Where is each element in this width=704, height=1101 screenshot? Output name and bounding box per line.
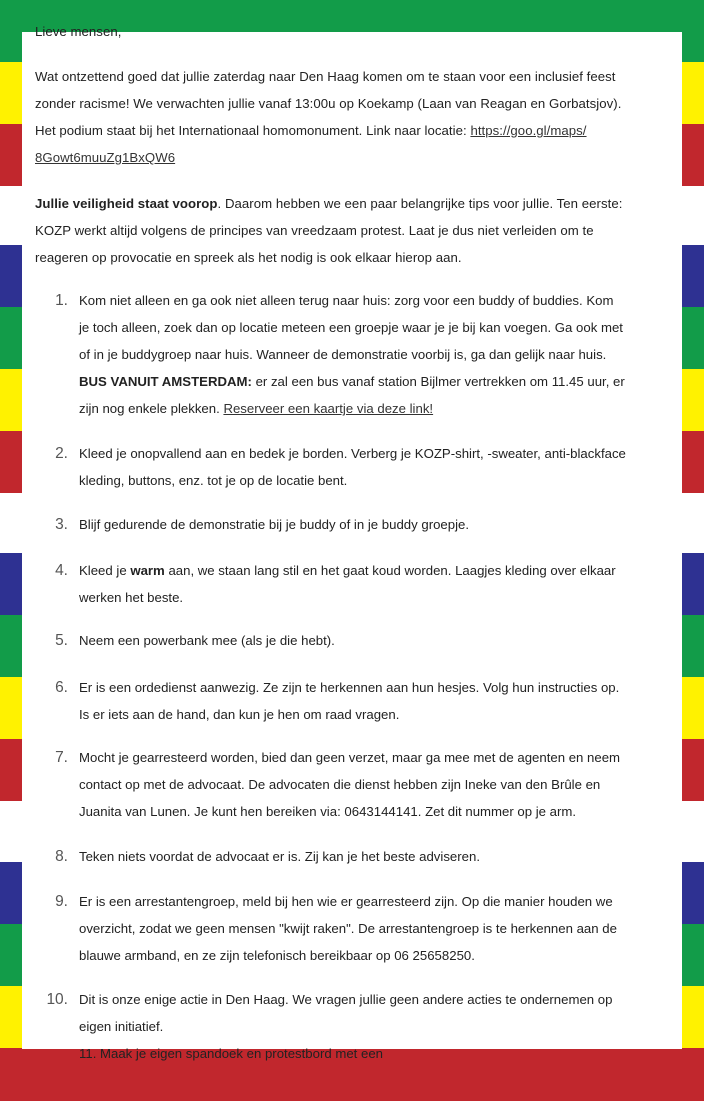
left-stripe-yellow-3 <box>0 677 22 739</box>
list-line: Is er iets aan de hand, dan kun je hen om raad vragen. <box>79 707 400 722</box>
list-item-body <box>79 440 672 494</box>
safety-line-text: . Daarom hebben we een paar belangrijke tips voor jullie. Ten eerste: <box>217 196 623 211</box>
list-line: overzicht, zodat we geen mensen "kwijt raken". De arrestantengroep is te herkennen aan de <box>79 921 617 936</box>
right-stripe-red-1 <box>682 124 704 186</box>
left-stripe-red-4 <box>0 1048 22 1101</box>
intro-line: zonder racisme! We verwachten jullie vanaf 13:00u op Koekamp (Laan van Reagan en Gorbatsjov). <box>35 96 622 111</box>
right-stripe-green-3 <box>682 615 704 677</box>
list-line: Er is een arrestantengroep, meld bij hen wie er gearresteerd zijn. Op die manier houden we <box>79 894 613 909</box>
list-line: Dit is onze enige actie in Den Haag. We vragen jullie geen andere acties te ondernemen op <box>79 992 613 1007</box>
list-line: je toch alleen, zoek dan op locatie meteen een groepje waar je je bij kan voegen. Ga ook met <box>79 320 623 335</box>
list-line: eigen initiatief. <box>79 1019 164 1034</box>
right-stripe-yellow-4 <box>682 986 704 1048</box>
list-item-body <box>79 843 672 870</box>
list-line: of in je buddygroep naar huis. Wanneer de demonstratie voorbij is, ga dan gelijk naar huis. <box>79 347 607 362</box>
list-number: 10. <box>46 991 68 1008</box>
list-line: Blijf gedurende de demonstratie bij je buddy of in je buddy groepje. <box>79 517 470 532</box>
left-stripe-blue-1 <box>0 245 22 307</box>
left-stripe-red-2 <box>0 431 22 493</box>
location-link-continued[interactable]: 8Gowt6muuZg1BxQW6 <box>35 150 176 165</box>
list-item-body <box>79 986 672 1067</box>
right-stripe-green-2 <box>682 307 704 369</box>
list-line <box>79 557 672 584</box>
right-stripe-blue-2 <box>682 553 704 615</box>
right-stripe-yellow-2 <box>682 369 704 431</box>
left-stripe-green-3 <box>0 615 22 677</box>
left-stripe-green-2 <box>0 307 22 369</box>
document-page <box>22 24 682 1061</box>
right-stripe-blue-3 <box>682 862 704 924</box>
list-line: Kom niet alleen en ga ook niet alleen terug naar huis: zorg voor een buddy of buddies. Kom <box>79 293 614 308</box>
safety-line: KOZP werkt altijd volgens de principes van vreedzaam protest. Laat je dus niet verleiden om te <box>35 223 594 238</box>
list-number: 6. <box>55 679 68 696</box>
list-item-body <box>79 511 672 538</box>
intro-line <box>35 144 674 171</box>
intro-paragraph <box>35 63 674 171</box>
left-stripe-red-1 <box>0 124 22 186</box>
list-number: 9. <box>55 893 68 910</box>
emphasis-warm: warm <box>130 563 165 578</box>
safety-paragraph <box>35 190 674 271</box>
intro-line-text: Het podium staat bij het Internationaal homomonument. Link naar locatie: <box>35 123 471 138</box>
bus-text: er zal een bus vanaf station Bijlmer vertrekken om 11.45 uur, er <box>251 374 625 389</box>
list-line: Er is een ordedienst aanwezig. Ze zijn te herkennen aan hun hesjes. Volg hun instructies op. <box>79 680 620 695</box>
list-item-body <box>79 557 672 611</box>
list-line: kleding, buttons, enz. tot je op de locatie bent. <box>79 473 348 488</box>
list-line: blauwe armband, en ze zijn telefonisch bereikbaar op 06 25658250. <box>79 948 475 963</box>
list-number: 4. <box>55 562 68 579</box>
list-line: contact op met de advocaat. De advocaten die dienst hebben zijn Ineke van den Brûle en <box>79 777 601 792</box>
safety-heading: Jullie veiligheid staat voorop <box>35 196 218 211</box>
list-item-body <box>79 287 672 422</box>
right-stripe-yellow-1 <box>682 62 704 124</box>
bus-heading: BUS VANUIT AMSTERDAM: <box>79 374 252 389</box>
right-stripe-red-3 <box>682 739 704 801</box>
reserve-ticket-link[interactable]: Reserveer een kaartje via deze link! <box>223 401 434 416</box>
list-line-text: zijn nog enkele plekken. <box>79 401 224 416</box>
list-line: 11. Maak je eigen spandoek en protestbord met een <box>79 1046 384 1061</box>
list-item-body <box>79 674 672 728</box>
list-line: Kleed je onopvallend aan en bedek je borden. Verberg je KOZP-shirt, -sweater, anti-blackface <box>79 446 626 461</box>
list-line: Neem een powerbank mee (als je die hebt). <box>79 633 335 648</box>
list-line <box>79 395 672 422</box>
left-stripe-yellow-1 <box>0 62 22 124</box>
safety-line: reageren op provocatie en spreek als het nodig is ook elkaar hierop aan. <box>35 250 462 265</box>
right-stripe-green-4 <box>682 924 704 986</box>
list-line: Teken niets voordat de advocaat er is. Zij kan je het beste adviseren. <box>79 849 480 864</box>
right-stripe-red-2 <box>682 431 704 493</box>
list-number: 3. <box>55 516 68 533</box>
list-number: 1. <box>55 292 68 309</box>
left-stripe-yellow-4 <box>0 986 22 1048</box>
list-line: Juanita van Lunen. Je kunt hen bereiken via: 0643144141. Zet dit nummer op je arm. <box>79 804 577 819</box>
left-stripe-red-3 <box>0 739 22 801</box>
right-stripe-yellow-3 <box>682 677 704 739</box>
list-line: werken het beste. <box>79 590 184 605</box>
list-number: 7. <box>55 749 68 766</box>
list-item-body <box>79 627 672 654</box>
left-stripe-green-4 <box>0 924 22 986</box>
list-item-body <box>79 744 672 825</box>
list-item-body <box>79 888 672 969</box>
list-number: 5. <box>55 632 68 649</box>
intro-line <box>35 117 674 144</box>
location-link[interactable]: https://goo.gl/maps/ <box>470 123 587 138</box>
list-line-text: Kleed je <box>79 563 131 578</box>
left-stripe-blue-3 <box>0 862 22 924</box>
list-number: 2. <box>55 445 68 462</box>
list-line: Mocht je gearresteerd worden, bied dan geen verzet, maar ga mee met de agenten en neem <box>79 750 621 765</box>
list-line-text: aan, we staan lang stil en het gaat koud worden. Laagjes kleding over elkaar <box>164 563 616 578</box>
list-number: 8. <box>55 848 68 865</box>
right-stripe-red-4 <box>682 1048 704 1101</box>
left-stripe-blue-2 <box>0 553 22 615</box>
safety-line <box>35 190 674 217</box>
right-stripe-green-1 <box>682 0 704 62</box>
left-stripe-green-1 <box>0 0 22 62</box>
greeting: Lieve mensen, <box>35 24 122 39</box>
right-stripe-blue-1 <box>682 245 704 307</box>
intro-line: Wat ontzettend goed dat jullie zaterdag naar Den Haag komen om te staan voor een inclusief feest <box>35 69 616 84</box>
left-stripe-yellow-2 <box>0 369 22 431</box>
list-line <box>79 368 672 395</box>
